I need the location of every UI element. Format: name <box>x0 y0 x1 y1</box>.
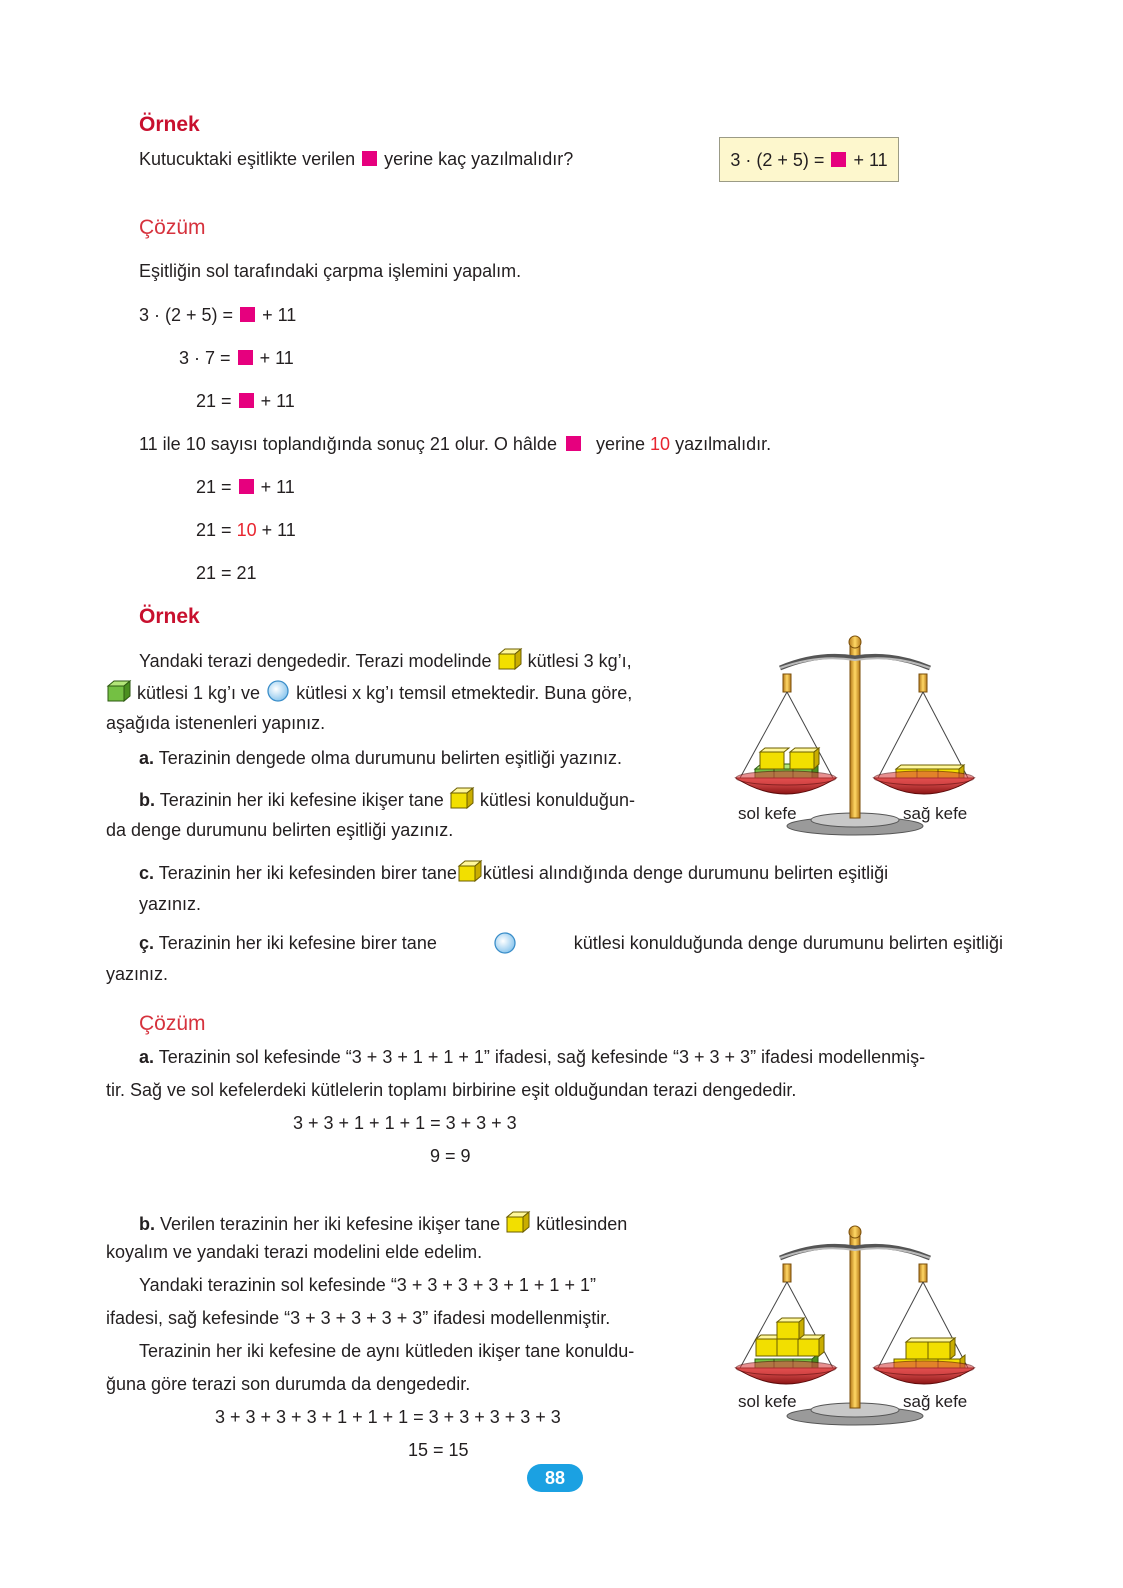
example-question <box>139 149 573 170</box>
equation-left: 21 = <box>196 477 232 497</box>
equation-line <box>196 391 295 412</box>
paragraph-text: kütlesi 1 kg’ı ve <box>137 683 261 703</box>
answer-value: 10 <box>650 434 671 454</box>
scale-pole <box>850 646 860 818</box>
yellow-cube-icon <box>505 1210 531 1234</box>
task-label: b. <box>139 1214 155 1234</box>
balance-scale-figure <box>728 1220 978 1435</box>
equation-right: + 11 <box>260 477 295 497</box>
check-line: 21 = 21 <box>196 563 257 583</box>
scale-pole-top <box>849 636 861 648</box>
solution-b-line: Yandaki terazinin sol kefesinde “3 + 3 + 3 + 3 + 1 + 1 + 1” <box>139 1275 596 1295</box>
check-line <box>196 477 295 498</box>
left-pan-rim <box>736 1361 836 1375</box>
solution-b-line: koyalım ve yandaki terazi modelini elde edelim. <box>106 1242 483 1262</box>
paragraph-text: kütlesi x kg’ı temsil etmektedir. Buna göre, <box>296 683 633 703</box>
scale-hook <box>919 1264 927 1282</box>
equation-right: + 11 <box>262 305 297 325</box>
equation-left: 21 = <box>196 391 232 411</box>
example-heading: Örnek <box>139 113 200 136</box>
paragraph-text: kütlesi 3 kg’ı, <box>527 651 632 671</box>
equation-line <box>139 305 296 326</box>
yellow-cube-icon <box>497 647 523 671</box>
solution-text: Terazinin sol kefesinde “3 + 3 + 1 + 1 + 1” ifadesi, sağ kefesinde “3 + 3 + 3” ifadesi modellenmiş- <box>158 1047 926 1067</box>
task-label: a. <box>139 748 155 768</box>
solution-intro: Eşitliğin sol tarafındaki çarpma işlemini yapalım. <box>139 261 522 281</box>
task-b-cont: da denge durumunu belirten eşitliği yazınız. <box>106 820 454 840</box>
solution-a-line: tir. Sağ ve sol kefelerdeki kütlelerin toplamı birbirine eşit olduğundan terazi dengededir. <box>106 1080 797 1100</box>
explanation-text: 11 ile 10 sayısı toplandığında sonuç 21 olur. O hâlde <box>139 434 557 454</box>
solution-b-line: Terazinin her iki kefesine de aynı kütleden ikişer tane konuldu- <box>139 1341 635 1361</box>
task-text: Terazinin her iki kefesine birer tane <box>158 932 437 953</box>
task-c <box>139 859 888 884</box>
task-text: Terazinin her iki kefesine ikişer tane <box>159 790 444 810</box>
page-number: 88 <box>527 1464 583 1492</box>
task-label: c. <box>139 863 155 883</box>
blue-ball-icon <box>492 931 518 955</box>
green-cube-icon <box>106 679 132 703</box>
scale-left-label: sol kefe <box>738 804 797 823</box>
equation-box <box>719 137 899 182</box>
magenta-square-icon <box>566 436 581 451</box>
scale-left-label: sol kefe <box>738 1392 797 1411</box>
check-line <box>196 520 296 541</box>
task-cc-part <box>139 933 437 954</box>
answer-value: 10 <box>236 520 257 540</box>
task-b <box>139 786 635 811</box>
magenta-square-icon <box>362 151 377 166</box>
task-text: kütlesi alındığında denge durumunu belirten eşitliği <box>482 863 889 883</box>
task-label: a. <box>139 1047 155 1067</box>
paragraph-line <box>106 679 632 704</box>
left-pan-rim <box>736 771 836 785</box>
task-text: Terazinin her iki kefesinden birer tane <box>158 863 457 883</box>
scale-hook <box>783 1264 791 1282</box>
solution-a-equation: 3 + 3 + 1 + 1 + 1 = 3 + 3 + 3 <box>293 1113 517 1133</box>
solution-a-line <box>139 1047 925 1068</box>
task-label: b. <box>139 790 155 810</box>
scale-pole-top <box>849 1226 861 1238</box>
right-pan-rim <box>874 771 974 785</box>
yellow-cube-icon <box>457 859 483 883</box>
equation-right: + 11 <box>259 348 294 368</box>
solution-heading: Çözüm <box>139 216 206 239</box>
solution-b-line: ifadesi, sağ kefesinde “3 + 3 + 3 + 3 + 3” ifadesi modellenmiştir. <box>106 1308 611 1328</box>
solution-text: kütlesinden <box>536 1214 628 1234</box>
equation-right: + 11 <box>260 391 295 411</box>
magenta-square-icon <box>239 479 254 494</box>
paragraph-line: aşağıda istenenleri yapınız. <box>106 713 326 733</box>
equation-left: 3 · 7 = <box>179 348 231 368</box>
scale-right-label: sağ kefe <box>903 804 968 823</box>
equation-right: + 11 <box>853 150 888 170</box>
equation-left: 3 · (2 + 5) = <box>139 305 234 325</box>
solution-b-line <box>139 1210 627 1235</box>
blue-ball-icon <box>265 679 291 703</box>
solution-heading: Çözüm <box>139 1012 206 1035</box>
task-text: Terazinin dengede olma durumunu belirten eşitliği yazınız. <box>158 748 622 768</box>
task-text: kütlesi konulduğun- <box>479 790 635 810</box>
yellow-cube-icon <box>449 786 475 810</box>
solution-text: Verilen terazinin her iki kefesine ikişer tane <box>160 1214 501 1234</box>
task-c-cont: yazınız. <box>139 894 202 914</box>
explanation-text: yazılmalıdır. <box>675 434 772 454</box>
question-text: Kutucuktaki eşitlikte verilen <box>139 149 356 169</box>
paragraph-line <box>139 647 632 672</box>
equation-line <box>179 348 294 369</box>
solution-b-line: ğuna göre terazi son durumda da dengededir. <box>106 1374 471 1394</box>
magenta-square-icon <box>238 350 253 365</box>
scale-right-label: sağ kefe <box>903 1392 968 1411</box>
balance-scale-figure <box>728 630 978 845</box>
task-a <box>139 748 622 769</box>
explanation-text: yerine <box>596 434 646 454</box>
task-cc <box>139 931 1003 955</box>
task-text: kütlesi konulduğunda denge durumunu belirten eşitliği <box>573 932 1003 953</box>
magenta-square-icon <box>239 393 254 408</box>
example-heading: Örnek <box>139 605 200 628</box>
equation-left: 21 = <box>196 520 232 540</box>
equation-left: 3 · (2 + 5) = <box>730 150 825 170</box>
scale-pole <box>850 1236 860 1408</box>
magenta-square-icon <box>240 307 255 322</box>
task-label: ç. <box>139 932 155 953</box>
magenta-square-icon <box>831 152 846 167</box>
solution-a-equation: 9 = 9 <box>430 1146 471 1166</box>
question-text: yerine kaç yazılmalıdır? <box>384 149 574 169</box>
solution-b-equation: 3 + 3 + 3 + 3 + 1 + 1 + 1 = 3 + 3 + 3 + 3 + 3 <box>215 1407 561 1427</box>
scale-hook <box>783 674 791 692</box>
task-cc-cont: yazınız. <box>106 964 169 984</box>
right-pan-rim <box>874 1361 974 1375</box>
equation-right: + 11 <box>261 520 296 540</box>
paragraph-text: Yandaki terazi dengededir. Terazi modelinde <box>139 651 492 671</box>
solution-b-equation: 15 = 15 <box>408 1440 469 1460</box>
scale-hook <box>919 674 927 692</box>
solution-explanation <box>139 434 771 455</box>
